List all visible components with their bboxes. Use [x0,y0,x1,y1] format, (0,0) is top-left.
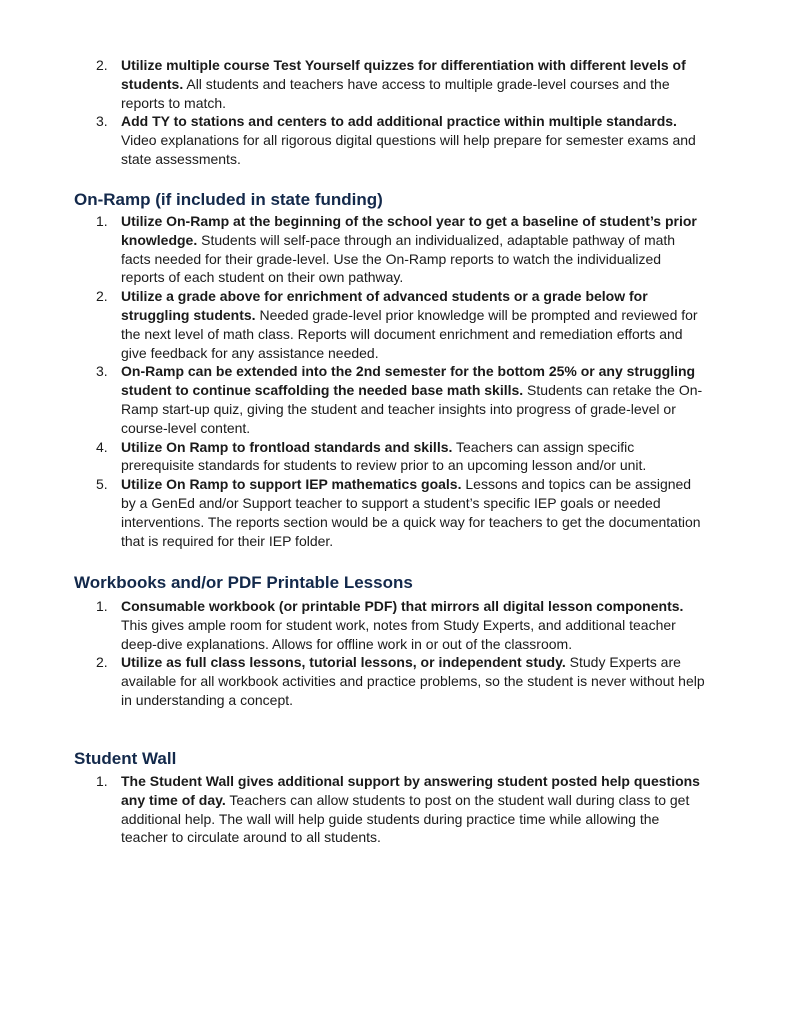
list-item: 2. Utilize multiple course Test Yourself quizzes for differentiation with different levels of students. All students and teachers have access to multiple grade-level courses and the reports to match. [96,57,686,111]
on-ramp-list [96,212,708,550]
list-item: 2. Utilize as full class lessons, tutorial lessons, or independent study. Study Experts are available for all workbook activities and practice problems, so the student is never without help in understanding a concept. [96,654,705,708]
list-item: 3. Add TY to stations and centers to add additional practice within multiple standards. Video explanations for all rigorous digital questions will help prepare for semester exams and state assessments. [96,113,696,167]
list-item: 2. Utilize a grade above for enrichment of advanced students or a grade below for struggling students. Needed grade-level prior knowledge will be prompted and reviewed for the next level of math class. Reports will document enrichment and remediation efforts and give feedback for any assistance needed. [96,288,698,361]
workbooks-list [96,597,708,710]
section-heading-on-ramp: On-Ramp (if included in state funding) [74,190,383,209]
list-item: 1. The Student Wall gives additional support by answering student posted help questions any time of day. Teachers can allow students to post on the student wall during class to get additional help. The wall will help guide students during practice time while allowing the teacher to circulate around to all students. [96,773,700,846]
list-item: 5. Utilize On Ramp to support IEP mathematics goals. Lessons and topics can be assigned by a GenEd and/or Support teacher to support a student’s specific IEP goals or needed interventions. The reports section would be a quick way for teachers to get the documentation that is required for their IEP folder. [96,476,701,549]
student-wall-list [96,772,708,847]
list-item: 1. Consumable workbook (or printable PDF) that mirrors all digital lesson components. This gives ample room for student work, notes from Study Experts, and additional teacher deep-dive explanations. Allows for offline work in or out of the classroom. [96,598,684,652]
section-heading-workbooks: Workbooks and/or PDF Printable Lessons [74,573,413,592]
list-item: 4. Utilize On Ramp to frontload standards and skills. Teachers can assign specific prerequisite standards for students to review prior to an upcoming lesson and/or unit. [96,438,647,474]
section-heading-student-wall: Student Wall [74,749,177,768]
list-item: 3. On-Ramp can be extended into the 2nd semester for the bottom 25% or any struggling student to continue scaffolding the needed base math skills. Students can retake the On-Ramp start-up quiz, giving the student and teacher insights into progress of grade-level or course-level content. [96,363,703,436]
list-item: 1. Utilize On-Ramp at the beginning of the school year to get a baseline of student’s prior knowledge. Students will self-pace through an individualized, adaptable pathway of math facts needed for their grade-level. Use the On-Ramp reports to watch the individualized reports of each student on their own pathway. [96,213,697,286]
test-yourself-list [96,56,708,169]
